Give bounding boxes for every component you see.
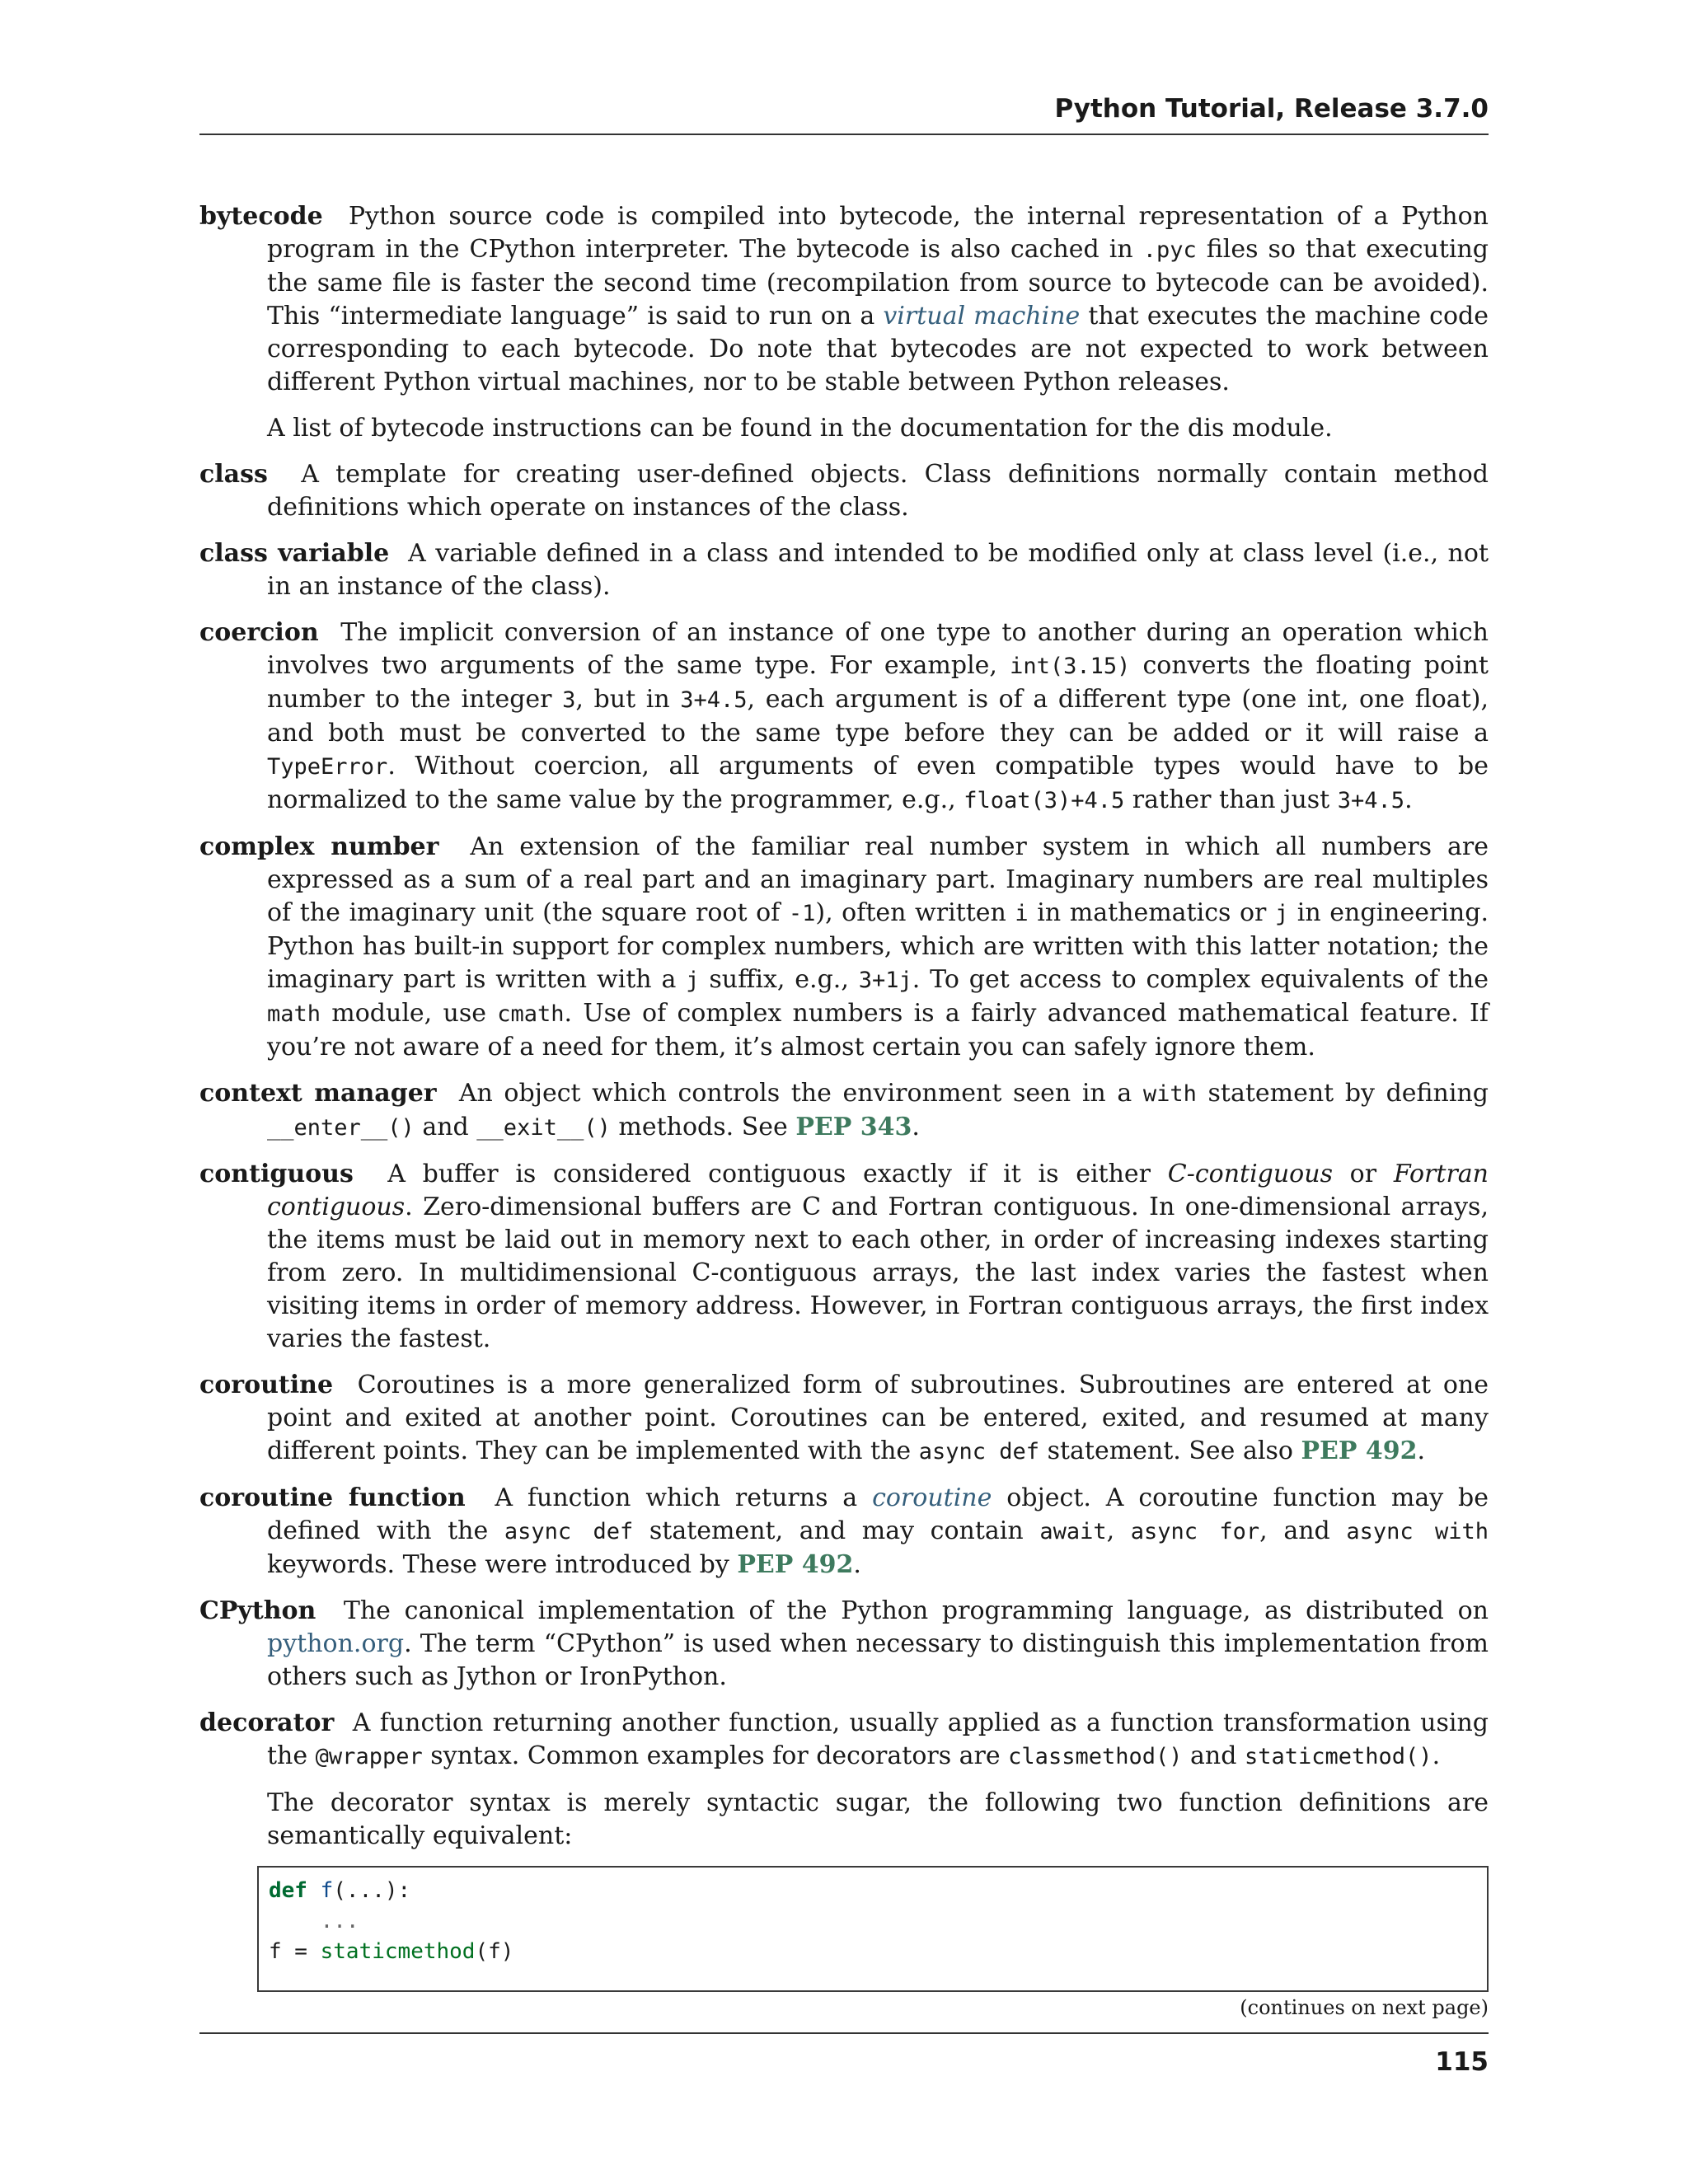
entry-paragraph: The decorator syntax is merely syntactic sugar, the following two function definitions are semantically equivalent: (267, 1788, 1489, 1850)
glossary-term: class (199, 460, 268, 489)
glossary-entry-class: class A template for creating user-defined objects. Class definitions normally contain method definitions which operate on instances of the class. (199, 460, 1489, 522)
header-title: Python Tutorial, Release 3.7.0 (1054, 94, 1489, 124)
emphasis: C-contiguous (1167, 1160, 1333, 1188)
glossary-term: context manager (199, 1079, 437, 1108)
inline-code: __enter__() (267, 1115, 415, 1141)
glossary-term: coroutine function (199, 1483, 466, 1512)
inline-code: int(3.15) (1010, 654, 1131, 679)
emphasis: Fortran contiguous (267, 1160, 1489, 1221)
glossary-term: class variable (199, 539, 390, 568)
glossary-entry-context-manager: context manager An object which controls the environment seen in a with statement by defining __enter__() and __exit__() methods. See PEP 343. (199, 1079, 1489, 1141)
python-org-link[interactable]: python.org (267, 1629, 405, 1658)
virtual-machine-link[interactable]: virtual machine (883, 302, 1081, 330)
glossary-entry-contiguous: contiguous A buffer is considered contiguous exactly if it is either C-contiguous or Fortran contiguous. Zero-dimensional buffers are C and Fortran contiguous. In one-dimensional arrays, the items must be laid out in memory next to each other, in order of increasing indexes starting from zero. In multidimensional C-contiguous arrays, the last index varies the fastest when visiting items in order of memory address. However, in Fortran contiguous arrays, the first index varies the fastest. (199, 1160, 1489, 1353)
inline-code: staticmethod() (1244, 1744, 1432, 1769)
coroutine-link[interactable]: coroutine (872, 1483, 992, 1512)
code-placeholder: ... (269, 1909, 359, 1933)
running-footer (199, 2032, 1489, 2079)
inline-code: i (1015, 901, 1029, 926)
inline-code: async def (504, 1519, 634, 1544)
glossary-entry-coroutine: coroutine Coroutines is a more generalized form of subroutines. Subroutines are entered at one point and exited at another point. Coroutines can be entered, exited, and resumed at many different points. They can be implemented with the async def statement. See also PEP 492. (199, 1371, 1489, 1465)
glossary-entry-coercion: coercion The implicit conversion of an instance of one type to another during an operation which involves two arguments of the same type. For example, int(3.15) converts the floating point number to the integer 3, but in 3+4.5, each argument is of a different type (one int, one float), and both must be converted to the same type before they can be added or it will raise a TypeError. Without coercion, all arguments of even compatible types would have to be normalized to the same value by the programmer, e.g., float(3)+4.5 rather than just 3+4.5. (199, 618, 1489, 814)
glossary-entry-class-variable: class variable A variable defined in a class and intended to be modified only at class level (i.e., not in an instance of the class). (199, 539, 1489, 601)
inline-code: classmethod() (1008, 1744, 1183, 1769)
glossary-content (199, 200, 1489, 2033)
glossary-entry-bytecode (199, 200, 1489, 445)
glossary-entry-cpython: CPython The canonical implementation of the Python programming language, as distributed on python.org. The term “CPython” is used when necessary to distinguish this implementation from others such as Jython or IronPython. (199, 1596, 1489, 1691)
code-block: def f(...): ... f = staticmethod(f) (257, 1866, 1489, 1992)
inline-code: 3+4.5 (1337, 788, 1405, 813)
inline-code: .pyc (1142, 237, 1197, 263)
code-builtin: staticmethod (320, 1939, 476, 1964)
inline-code: -1 (788, 901, 816, 926)
glossary-term: CPython (199, 1596, 316, 1625)
code-function-name: f (320, 1878, 334, 1903)
inline-code: with (1142, 1081, 1197, 1107)
inline-code: TypeError (267, 754, 388, 780)
inline-code: cmath (497, 1001, 565, 1027)
inline-code: async with (1346, 1519, 1489, 1544)
page-number: 115 (1435, 2047, 1489, 2077)
entry-paragraph: bytecode Python source code is compiled into bytecode, the internal representation of a Python program in the CPython interpreter. The bytecode is also cached in .pyc files so that executing the same file is faster the second time (recompilation from source to bytecode can be avoided). This “intermediate language” is said to run on a virtual machine that executes the machine code corresponding to each bytecode. Do note that bytecodes are not expected to work between different Python virtual machines, nor to be stable between Python releases. (199, 202, 1489, 396)
inline-code: async for (1130, 1519, 1260, 1544)
glossary-term: complex number (199, 832, 439, 861)
inline-code: math (267, 1001, 321, 1027)
inline-code: @wrapper (315, 1744, 423, 1769)
inline-code: 3+1j (858, 968, 912, 993)
inline-code: float(3)+4.5 (964, 788, 1125, 813)
inline-code: __exit__() (476, 1115, 611, 1141)
inline-code: async def (918, 1439, 1040, 1465)
inline-code: await (1039, 1519, 1107, 1544)
glossary-term: contiguous (199, 1160, 354, 1188)
glossary-entry-coroutine-function: coroutine function A function which returns a coroutine object. A coroutine function may be defined with the async def statement, and may contain await, async for, and async with keywords. These were introduced by PEP 492. (199, 1483, 1489, 1579)
code-keyword: def (269, 1878, 307, 1903)
pep-492-link[interactable]: PEP 492 (1301, 1436, 1418, 1465)
running-header (199, 92, 1489, 135)
glossary-term: decorator (199, 1708, 335, 1737)
glossary-entry-complex-number: complex number An extension of the familiar real number system in which all numbers are expressed as a sum of a real part and an imaginary part. Imaginary numbers are real multiples of the imaginary unit (the square root of -1), often written i in mathematics or j in engineering. Python has built-in support for complex numbers, which are written with this latter notation; the imaginary part is written with a j suffix, e.g., 3+1j. To get access to complex equivalents of the math module, use cmath. Use of complex numbers is a fairly advanced mathematical feature. If you’re not aware of a need for them, it’s almost certain you can safely ignore them. (199, 832, 1489, 1062)
entry-paragraph: A list of bytecode instructions can be found in the documentation for the dis module. (267, 414, 1333, 443)
glossary-term: coercion (199, 618, 319, 647)
glossary-term: bytecode (199, 202, 323, 231)
pep-492-link[interactable]: PEP 492 (737, 1550, 854, 1579)
inline-code: j (1274, 901, 1289, 926)
inline-code: 3 (562, 687, 576, 713)
pep-343-link[interactable]: PEP 343 (795, 1113, 912, 1141)
glossary-entry-decorator: decorator A function returning another function, usually applied as a function transformation using the @wrapper syntax. Common examples for decorators are classmethod() and staticmethod(). The decorator syntax is merely syntactic sugar, the following two function definitions are semantically equivalent: def f(...): ... f = staticmethod(f) (continues on next page) (199, 1708, 1489, 2019)
inline-code: 3+4.5 (680, 687, 748, 713)
inline-code: j (686, 968, 700, 993)
continues-note: (continues on next page) (1240, 1996, 1489, 2019)
glossary-term: coroutine (199, 1371, 334, 1399)
